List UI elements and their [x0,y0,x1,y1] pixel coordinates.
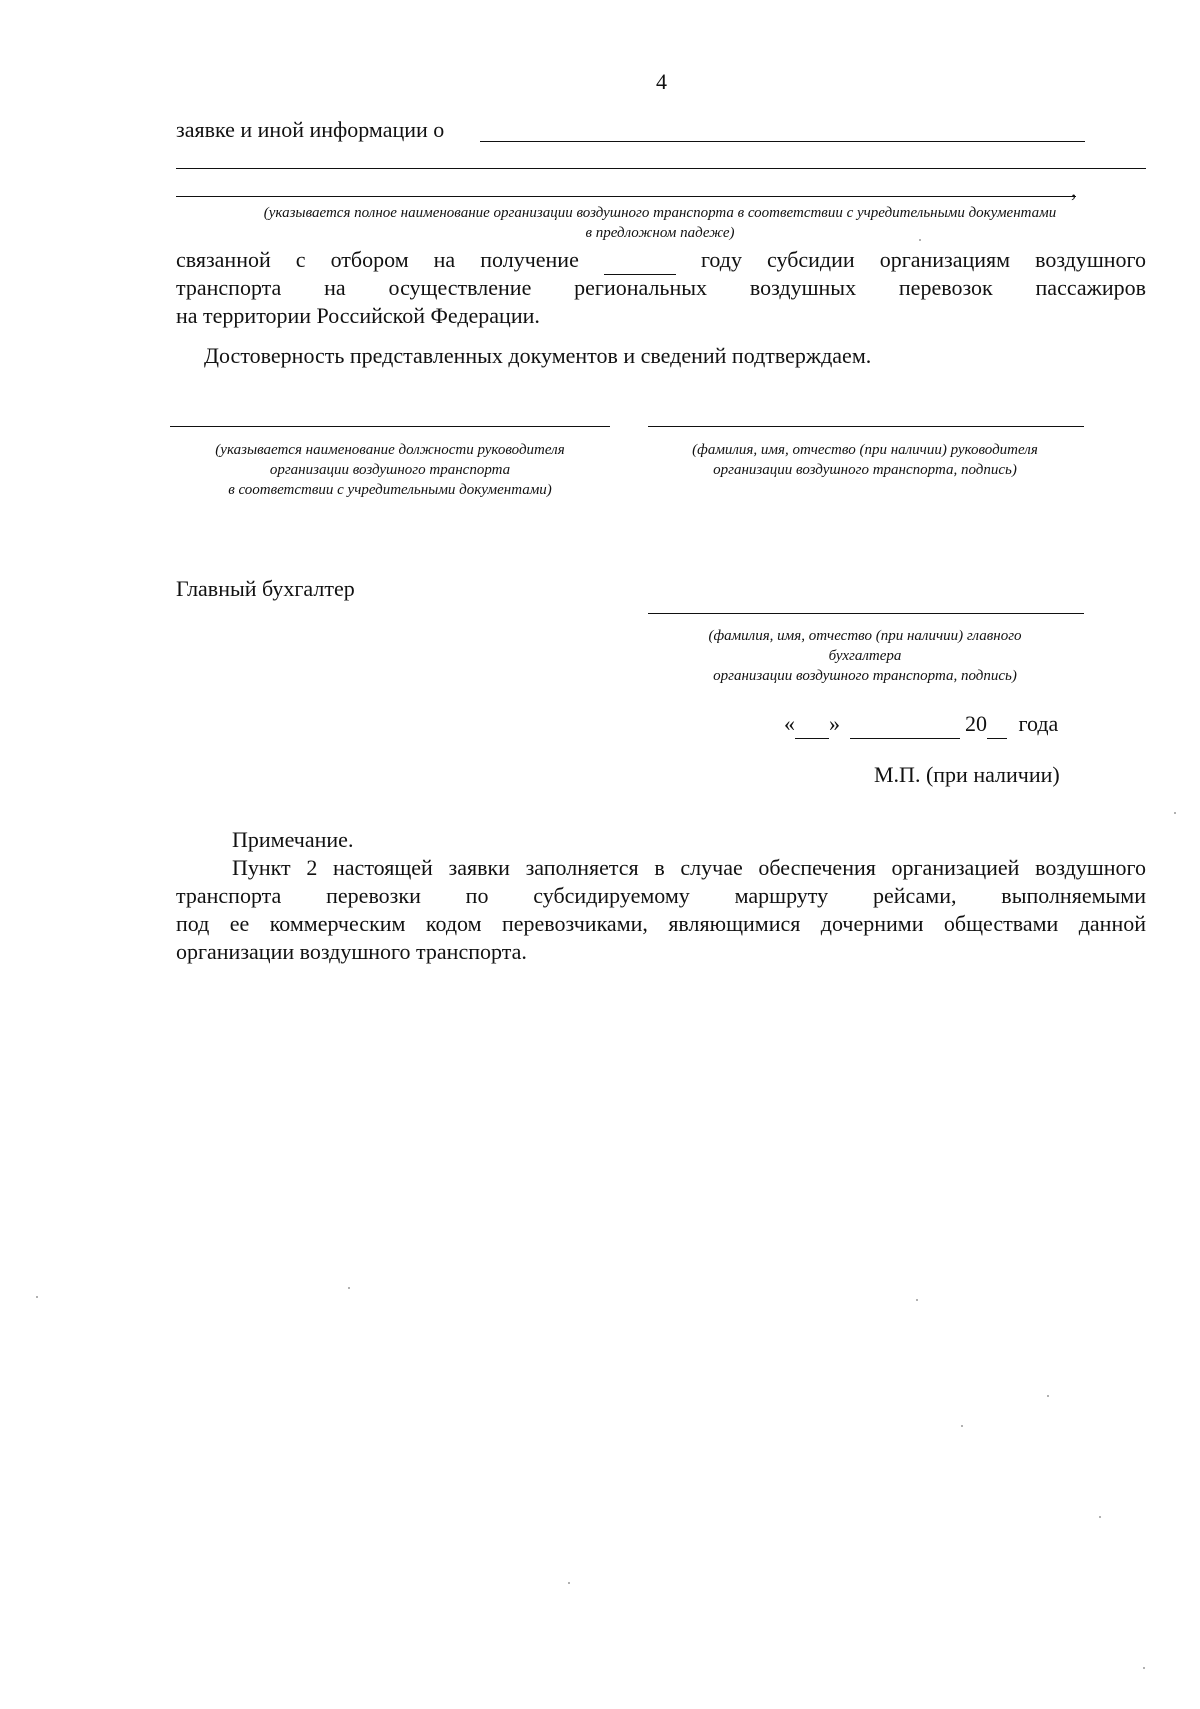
scan-speck [348,1287,350,1289]
org-name-blank-3[interactable] [176,196,1076,197]
chief-accountant-note [640,626,1090,686]
org-name-blank-2[interactable] [176,168,1146,169]
director-signature-line[interactable] [648,426,1084,427]
scan-speck [1099,1516,1101,1518]
para1-line1 [176,246,1146,275]
scan-speck [961,1425,963,1427]
chief-accountant-signature-line[interactable] [648,613,1084,614]
header-line-text: заявке и иной информации о [176,117,445,142]
para1-line2: транспорта на осуществление региональных воздушных перевозок пассажиров [176,275,1146,300]
director-note [640,440,1090,480]
chief-note-line-2: бухгалтера [828,648,902,664]
note-title: Примечание. [232,827,354,852]
position-note [160,440,620,500]
director-note-line-1: (фамилия, имя, отчество (при наличии) руководителя [692,442,1038,458]
org-name-blank-1[interactable] [480,141,1085,142]
scan-speck [568,1582,570,1584]
confirm-text: Достоверность представленных документов и сведений подтверждаем. [204,343,872,368]
position-note-line-2: организации воздушного транспорта [269,462,511,478]
year-blank[interactable] [604,246,676,275]
para1-line3: на территории Российской Федерации. [176,303,540,328]
chief-note-line-3: организации воздушного транспорта, подпись) [713,668,1017,684]
year-word: года [1018,711,1059,736]
position-note-line-3: в соответствии с учредительными документами) [228,482,552,498]
page-number: 4 [656,69,667,94]
org-note-line-2: в предложном падеже) [585,225,735,241]
scan-speck [916,1299,918,1301]
position-note-line-1: (указывается наименование должности руководителя [215,442,565,458]
position-signature-line[interactable] [170,426,610,427]
para1-line1-start: связанной с отбором на получение [176,247,579,272]
month-blank[interactable] [850,710,960,739]
trailing-comma: , [1071,177,1077,202]
scan-speck [36,1296,38,1298]
date-close-quote: » [829,711,840,736]
org-name-note [170,203,1150,243]
day-blank[interactable] [795,710,829,739]
note-line-4: организации воздушного транспорта. [176,939,527,964]
scan-speck [1143,1667,1145,1669]
chief-accountant-label: Главный бухгалтер [176,576,355,601]
note-line-2: транспорта перевозки по субсидируемому маршруту рейсами, выполняемыми [176,883,1146,908]
year-prefix: 20 [965,711,987,736]
note-line-1: Пункт 2 настоящей заявки заполняется в случае обеспечения организацией воздушного [232,855,1146,880]
note-line-3: под ее коммерческим кодом перевозчиками, являющимися дочерними обществами данной [176,911,1146,936]
scan-speck [1047,1395,1049,1397]
scan-speck [1174,812,1176,814]
date-open-quote: « [784,711,795,736]
director-note-line-2: организации воздушного транспорта, подпись) [713,462,1017,478]
org-note-line-1: (указывается полное наименование организации воздушного транспорта в соответствии с учредительными документами [263,205,1057,221]
stamp-text: М.П. (при наличии) [874,762,1060,787]
chief-note-line-1: (фамилия, имя, отчество (при наличии) главного [708,628,1022,644]
scan-speck [919,239,921,241]
para1-line1-end: году субсидии организациям воздушного [700,247,1147,272]
date-line [784,710,1058,739]
year-suffix-blank[interactable] [987,710,1007,739]
